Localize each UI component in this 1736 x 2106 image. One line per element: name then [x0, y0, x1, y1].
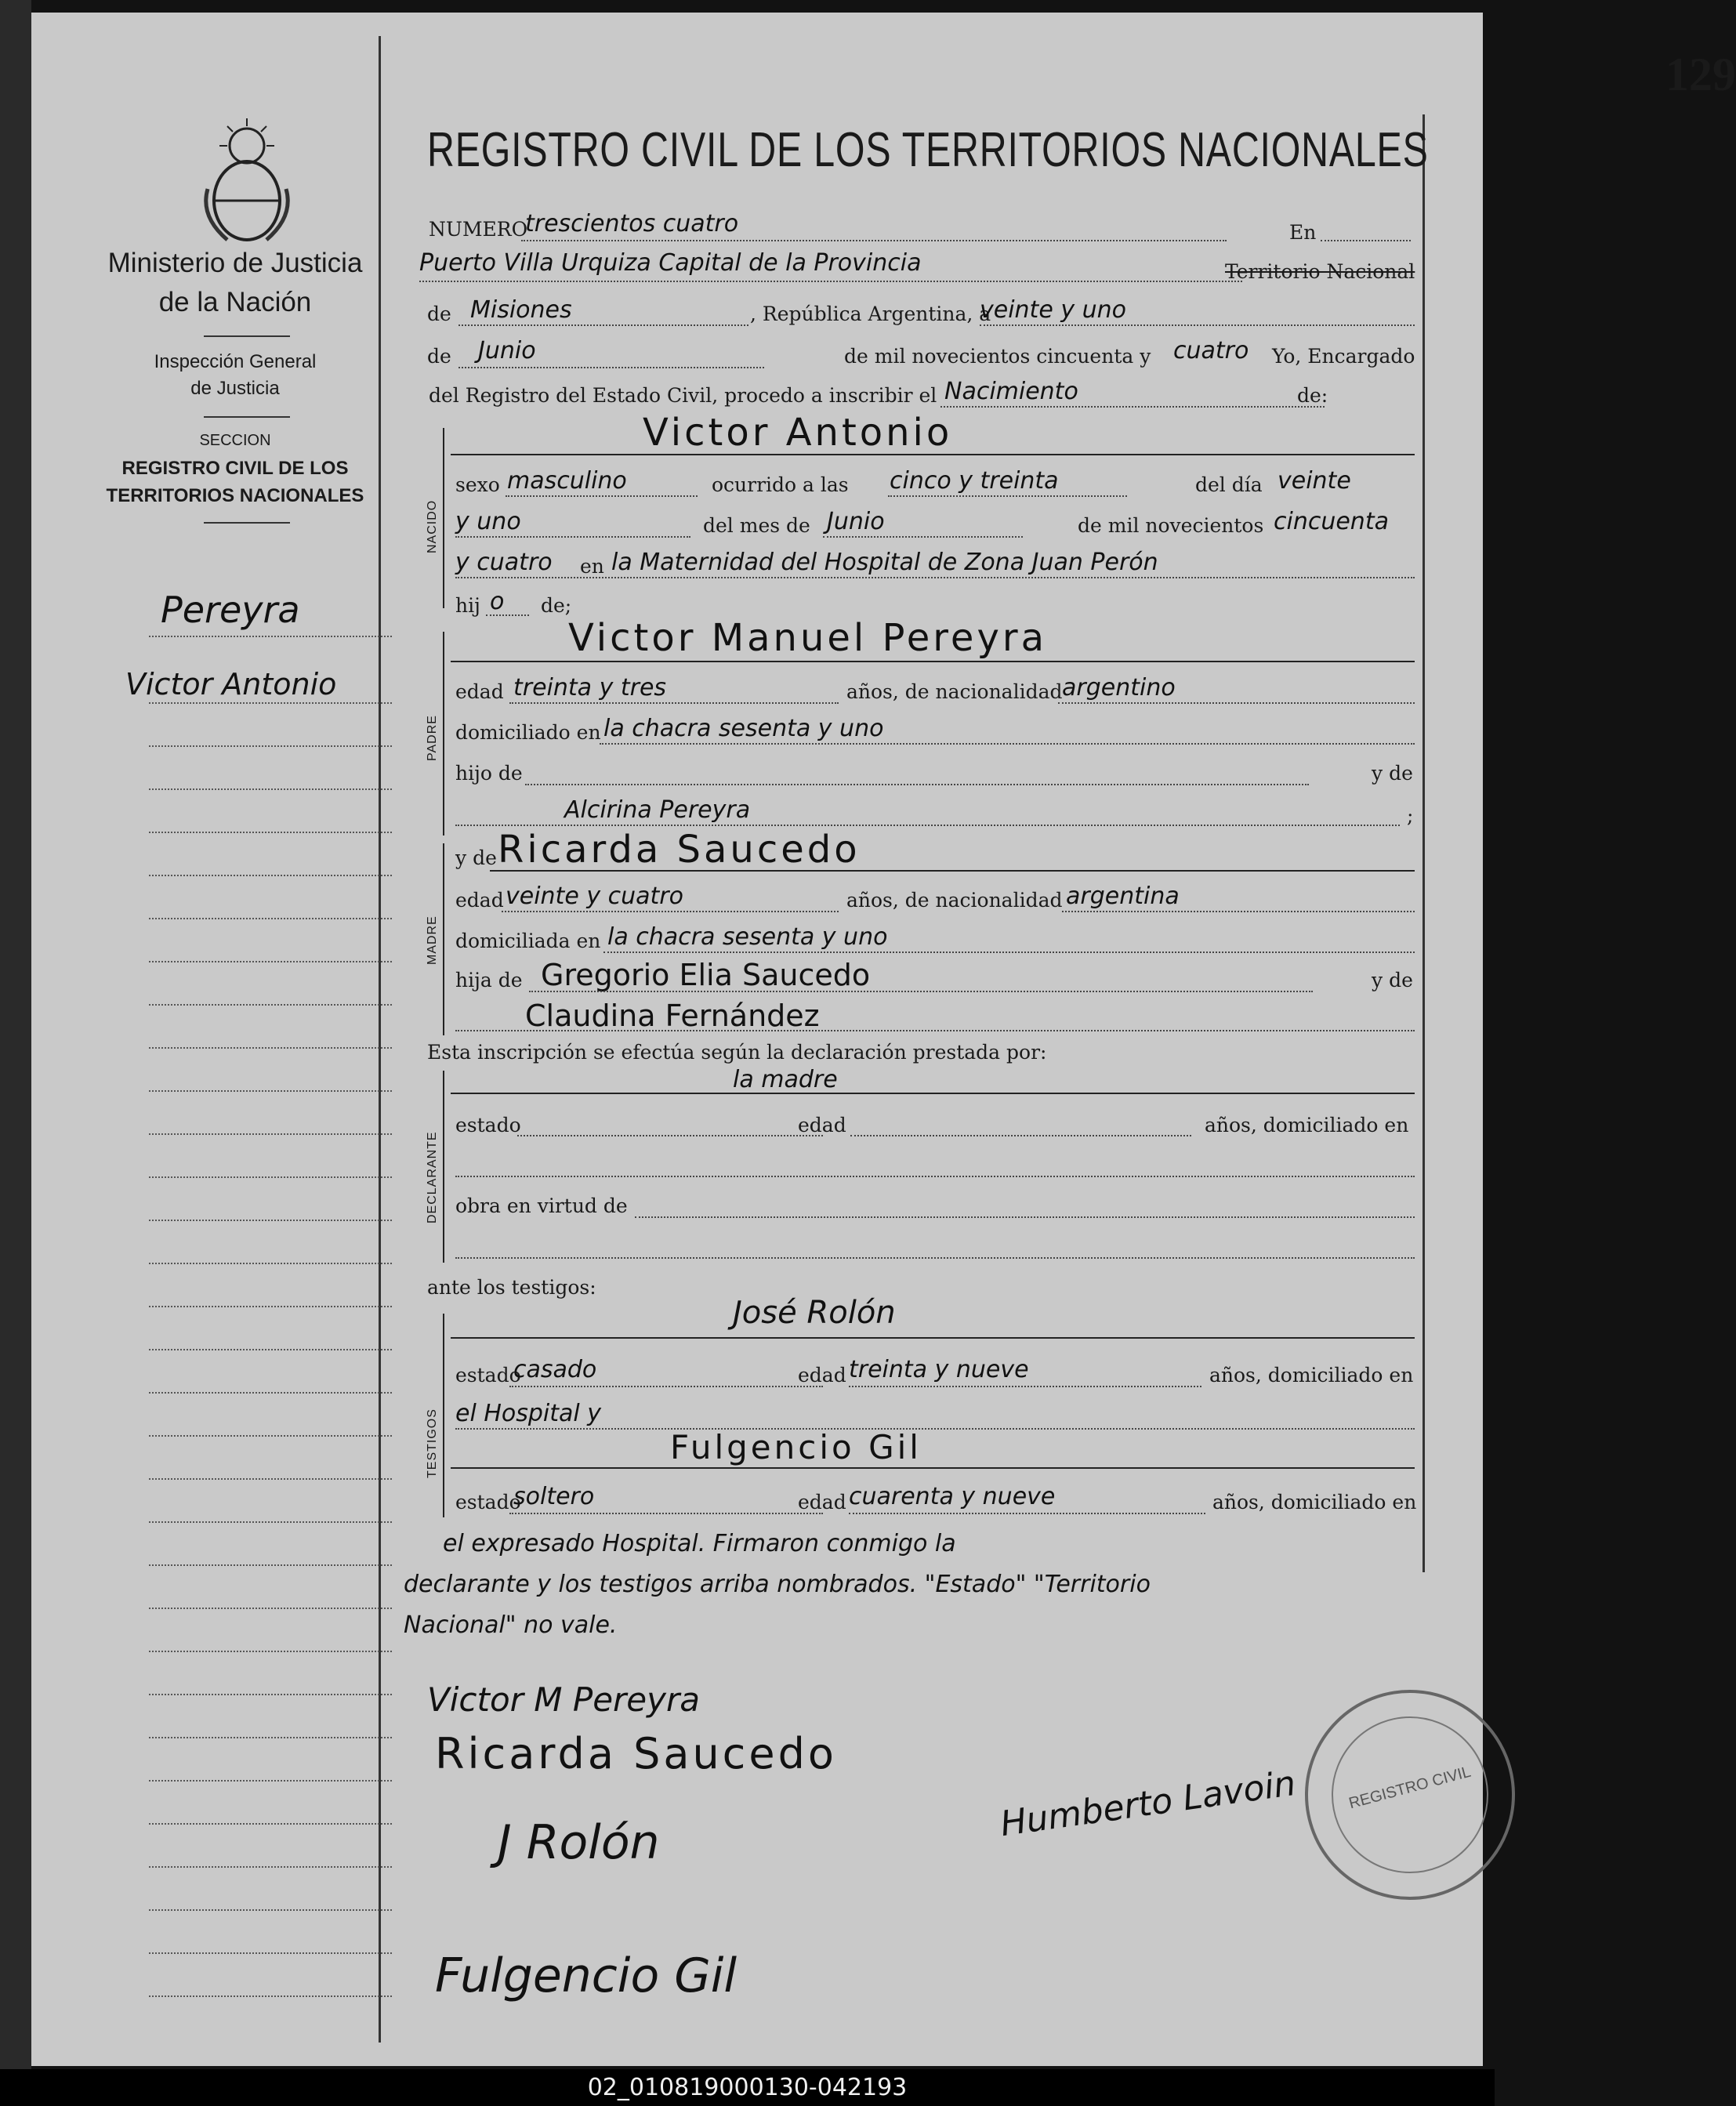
name-line	[490, 870, 1415, 872]
ministry-line-2: de la Nación	[158, 287, 312, 317]
declarante-intro: Esta inscripción se efectúa según la declaración prestada por:	[427, 1041, 1047, 1064]
fill-line	[455, 1030, 1415, 1031]
witness1-estado-value: casado	[513, 1356, 597, 1383]
father-name: Victor Manuel Pereyra	[568, 616, 1048, 660]
padre-anios-label: años, de nacionalidad	[846, 680, 1063, 703]
madre-hija-de-label: hija de	[455, 969, 523, 991]
index-line	[149, 1392, 392, 1394]
witness2-edad-label: edad	[798, 1491, 846, 1513]
witness1-anios-label: años, domiciliado en	[1209, 1364, 1414, 1386]
de-colon: de:	[1297, 384, 1328, 407]
name-line	[451, 454, 1415, 455]
padre-y-de-label: y de	[1372, 762, 1413, 785]
mother-name: Ricarda Saucedo	[498, 828, 861, 872]
witness1-domicilio-value: el Hospital y	[455, 1400, 602, 1427]
territorio-label: Territorio Nacional	[1225, 260, 1415, 283]
maternal-grandmother-name: Claudina Fernández	[525, 999, 820, 1033]
index-line	[149, 1780, 392, 1782]
declarante-estado-label: estado	[455, 1114, 521, 1136]
name-line	[451, 1093, 1415, 1094]
given-names-entry: Victor Antonio	[125, 667, 337, 701]
signature-official: Humberto Lavoin	[998, 1763, 1299, 1845]
index-line	[149, 1349, 392, 1350]
image-id-footer: 02_010819000130-042193	[0, 2069, 1495, 2106]
fill-line	[419, 281, 1242, 282]
index-line	[149, 1952, 392, 1954]
divider	[204, 416, 290, 418]
witness1-edad-label: edad	[798, 1364, 846, 1386]
madre-domicilio-value: la chacra sesenta y uno	[607, 923, 888, 951]
fill-line	[455, 1176, 1415, 1177]
fill-line	[509, 702, 839, 704]
witness2-anios-label: años, domiciliado en	[1212, 1491, 1417, 1513]
padre-hijo-de-label: hijo de	[455, 762, 523, 785]
padre-edad-value: treinta y tres	[513, 674, 667, 701]
index-line	[149, 1263, 392, 1264]
maternal-grandfather-name: Gregorio Elia Saucedo	[541, 958, 871, 992]
witness1-edad-value: treinta y nueve	[849, 1356, 1029, 1383]
closing-line-1: el expresado Hospital. Firmaron conmigo la	[443, 1530, 956, 1557]
nacido-box	[443, 428, 444, 608]
day-value: veinte y uno	[980, 296, 1126, 324]
hijo-de-label: de;	[541, 594, 572, 617]
fill-line	[1321, 240, 1411, 241]
document-page	[31, 13, 1736, 2066]
index-line	[149, 1176, 392, 1178]
coat-of-arms-icon	[196, 114, 298, 248]
declarante-name: la madre	[733, 1066, 838, 1093]
year-value: cuatro	[1173, 337, 1249, 364]
name-line	[451, 661, 1415, 662]
fill-line	[517, 1135, 823, 1136]
registro-label: del Registro del Estado Civil, procedo a inscribir el	[429, 384, 937, 407]
witness1-estado-label: estado	[455, 1364, 521, 1386]
page-number: 129	[1665, 49, 1736, 100]
province-value: Misiones	[470, 296, 572, 324]
index-line	[149, 1651, 392, 1652]
de-label: de	[427, 303, 451, 325]
index-line	[149, 1737, 392, 1738]
mes-value: Junio	[827, 508, 885, 535]
declarante-edad-label: edad	[798, 1114, 846, 1136]
index-line	[149, 1047, 392, 1049]
nacido-side-label: NACIDO	[426, 499, 439, 553]
fill-line	[1062, 911, 1415, 912]
child-name: Victor Antonio	[643, 411, 953, 455]
official-stamp	[1305, 1690, 1515, 1900]
surname-entry: Pereyra	[161, 589, 300, 631]
fill-line	[486, 614, 529, 616]
divider	[204, 522, 290, 524]
section-line-2: TERRITORIOS NACIONALES	[106, 485, 364, 506]
index-line	[149, 788, 392, 790]
index-line	[149, 1694, 392, 1695]
inspection-line-1: Inspección General	[154, 351, 317, 372]
republica-label: , República Argentina, a	[750, 303, 991, 325]
ocurrido-label: ocurrido a las	[712, 473, 849, 496]
paternal-grandmother-name: Alcirina Pereyra	[564, 796, 751, 824]
padre-side-label: PADRE	[426, 715, 439, 761]
birthplace-value: la Maternidad del Hospital de Zona Juan Perón	[611, 549, 1158, 576]
fill-line	[455, 1428, 1415, 1430]
index-line	[149, 636, 392, 637]
section-label: SECCION	[199, 432, 271, 449]
fill-line	[509, 1386, 823, 1387]
padre-domicilio-value: la chacra sesenta y uno	[603, 715, 884, 742]
madre-edad-label: edad	[455, 889, 504, 912]
index-line	[149, 702, 392, 704]
fill-line	[455, 1257, 1415, 1259]
witness2-estado-value: soltero	[513, 1483, 595, 1510]
anio-value: cincuenta	[1274, 508, 1389, 535]
madre-nacionalidad-value: argentina	[1066, 883, 1180, 910]
fill-line	[509, 1513, 823, 1514]
section-line-1: REGISTRO CIVIL DE LOS	[121, 458, 349, 479]
index-line	[149, 961, 392, 962]
fill-line	[603, 952, 1415, 953]
signature-mother: Ricarda Saucedo	[435, 1729, 837, 1778]
yo-label: Yo, Encargado	[1272, 345, 1415, 368]
sexo-value: masculino	[507, 467, 627, 495]
padre-nacionalidad-value: argentino	[1062, 674, 1176, 701]
fill-line	[455, 577, 1415, 578]
page-title: REGISTRO CIVIL DE LOS TERRITORIOS NACIONALES	[427, 123, 1429, 177]
index-line	[149, 1564, 392, 1566]
anio-label: de mil novecientos	[1078, 514, 1264, 537]
hijo-label: hij	[455, 594, 480, 617]
day-value-cont: y uno	[455, 508, 521, 535]
index-line	[149, 1866, 392, 1868]
fill-line	[458, 367, 764, 368]
fill-line	[455, 825, 1400, 826]
de-label: de	[427, 345, 451, 368]
index-line	[149, 1909, 392, 1911]
witness2-edad-value: cuarenta y nueve	[849, 1483, 1056, 1510]
index-line	[149, 1823, 392, 1825]
act-value: Nacimiento	[944, 378, 1078, 405]
declarante-side-label: DECLARANTE	[426, 1131, 439, 1223]
witness2-estado-label: estado	[455, 1491, 521, 1513]
en-label: En	[1289, 221, 1317, 244]
madre-y-de-label: y de	[455, 846, 497, 869]
inspection-line-2: de Justicia	[190, 378, 280, 399]
testigos-box	[443, 1314, 444, 1517]
mes-label: del mes de	[703, 514, 810, 537]
madre-domicilio-label: domiciliada en	[455, 930, 601, 952]
numero-value: trescientos cuatro	[525, 210, 739, 237]
anio-value-cont: y cuatro	[455, 549, 553, 576]
closing-line-2: declarante y los testigos arriba nombrados. "Estado" "Territorio	[404, 1571, 1151, 1598]
index-line	[149, 1220, 392, 1221]
ministry-line-1: Ministerio de Justicia	[107, 248, 363, 278]
signature-father: Victor M Pereyra	[427, 1680, 700, 1719]
index-line	[149, 1004, 392, 1006]
fill-line	[521, 240, 1227, 241]
declarante-box	[443, 1071, 444, 1263]
year-label: de mil novecientos cincuenta y	[844, 345, 1151, 368]
name-line	[451, 1467, 1415, 1469]
index-line	[149, 832, 392, 833]
fill-line	[980, 324, 1415, 326]
signature-witness-2: Fulgencio Gil	[435, 1948, 738, 2003]
fill-line	[502, 911, 839, 912]
declarante-anios-label: años, domiciliado en	[1205, 1114, 1409, 1136]
closing-line-3: Nacional" no vale.	[404, 1611, 618, 1639]
place-value: Puerto Villa Urquiza Capital de la Provincia	[419, 249, 922, 277]
index-line	[149, 1995, 392, 1997]
name-line	[451, 1337, 1415, 1339]
index-line	[149, 1435, 392, 1437]
fill-line	[940, 406, 1325, 408]
fill-line	[850, 1135, 1191, 1136]
fill-line	[849, 1513, 1205, 1514]
fill-line	[849, 1386, 1201, 1387]
fill-line	[455, 536, 690, 538]
madre-anios-label: años, de nacionalidad	[846, 889, 1063, 912]
index-line	[149, 875, 392, 876]
testigos-intro: ante los testigos:	[427, 1276, 596, 1299]
hijo-value: o	[490, 588, 505, 615]
divider	[204, 335, 290, 337]
right-border	[1423, 114, 1425, 1572]
witness2-name: Fulgencio Gil	[670, 1428, 922, 1466]
padre-box	[443, 632, 444, 836]
index-line	[149, 1306, 392, 1307]
padre-edad-label: edad	[455, 680, 504, 703]
fill-line	[525, 784, 1309, 785]
hour-value: cinco y treinta	[890, 467, 1059, 495]
fill-line	[888, 495, 1127, 497]
fill-line	[506, 495, 698, 497]
del-dia-label: del día	[1195, 473, 1263, 496]
fill-line	[635, 1216, 1415, 1218]
index-line	[149, 745, 392, 747]
obra-label: obra en virtud de	[455, 1194, 628, 1217]
index-line	[149, 1090, 392, 1092]
fill-line	[823, 536, 1023, 538]
testigos-side-label: TESTIGOS	[426, 1408, 439, 1478]
fill-line	[458, 324, 748, 326]
month-value: Junio	[478, 337, 536, 364]
padre-domicilio-label: domiciliado en	[455, 721, 601, 744]
index-line	[149, 1478, 392, 1480]
madre-box	[443, 843, 444, 1035]
day-value: veinte	[1278, 467, 1351, 495]
fill-line	[600, 743, 1415, 745]
left-margin-column	[31, 13, 376, 2066]
index-line	[149, 1608, 392, 1609]
madre-side-label: MADRE	[426, 915, 439, 965]
index-line	[149, 1133, 392, 1135]
semicolon: ;	[1407, 804, 1414, 827]
en-label: en	[580, 555, 604, 578]
registry-form	[380, 13, 1736, 2066]
numero-label: NUMERO	[429, 218, 528, 241]
sexo-label: sexo	[455, 473, 500, 496]
fill-line	[529, 991, 1313, 992]
witness1-name: José Rolón	[733, 1295, 896, 1331]
stamp-text: REGISTRO CIVIL	[1346, 1763, 1473, 1813]
index-line	[149, 1521, 392, 1523]
page-edge-shadow	[0, 0, 31, 2069]
madre-edad-value: veinte y cuatro	[506, 883, 683, 910]
madre-y-de-label-2: y de	[1372, 969, 1413, 991]
fill-line	[1058, 702, 1415, 704]
index-line	[149, 918, 392, 919]
signature-witness-1: J Rolón	[498, 1815, 660, 1870]
